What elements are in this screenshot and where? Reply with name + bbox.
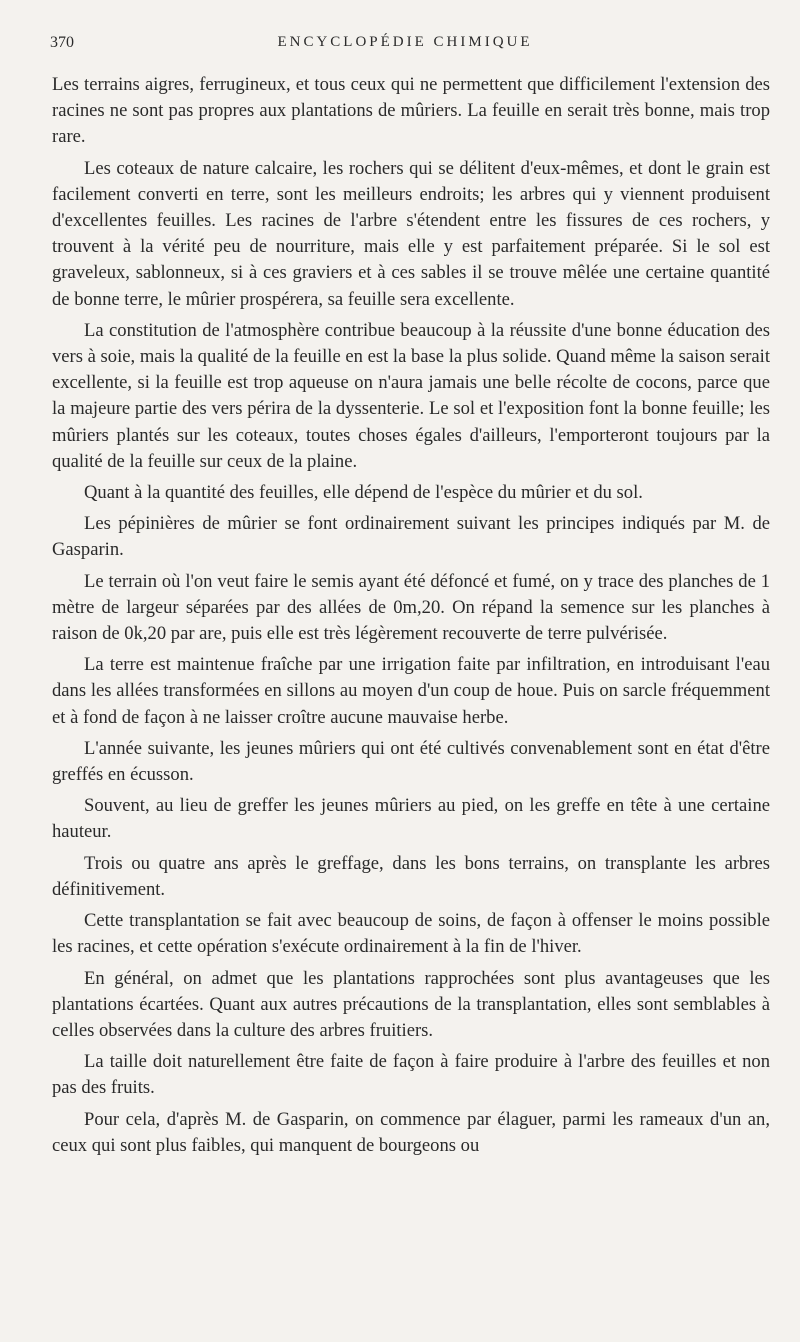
running-title: ENCYCLOPÉDIE CHIMIQUE — [277, 34, 533, 50]
page-header — [50, 34, 760, 58]
paragraph: Les terrains aigres, ferrugineux, et tous ceux qui ne permettent que difficilement l'extension des racines ne sont pas propres aux plantations de mûriers. La feuille en serait très bonne, mais trop rare. — [52, 74, 770, 148]
paragraph: La constitution de l'atmosphère contribue beaucoup à la réussite d'une bonne éducation des vers à soie, mais la qualité de la feuille en est la base la plus solide. Quand même la saison serait excellente, si la feuille est trop aqueuse on n'aura jamais une belle récolte de cocons, parce que la majeure partie des vers périra de la dyssenterie. Le sol et l'exposition font la bonne feuille; les mûriers plantés sur les coteaux, toutes choses égales d'ailleurs, l'emporteront toujours par la qualité de la feuille sur ceux de la plaine. — [52, 319, 770, 472]
body-text — [52, 72, 770, 1164]
paragraph: La terre est maintenue fraîche par une irrigation faite par infiltration, en introduisant l'eau dans les allées transformées en sillons au moyen d'un coup de houe. Puis on sarcle fréquemment et à fond de façon à ne laisser croître aucune mauvaise herbe. — [52, 654, 770, 728]
paragraph: Trois ou quatre ans après le greffage, dans les bons terrains, on transplante les arbres définitivement. — [52, 852, 770, 900]
paragraph: Souvent, au lieu de greffer les jeunes mûriers au pied, on les greffe en tête à une certaine hauteur. — [52, 795, 770, 843]
paragraph: Le terrain où l'on veut faire le semis ayant été défoncé et fumé, on y trace des planches de 1 mètre de largeur séparées par des allées de 0m,20. On répand la semence sur les planches à raison de 0k,20 par are, puis elle est très légèrement recouverte de terre pulvérisée. — [52, 570, 770, 645]
paragraph: La taille doit naturellement être faite de façon à faire produire à l'arbre des feuilles et non pas des fruits. — [52, 1051, 770, 1099]
paragraph: Cette transplantation se fait avec beaucoup de soins, de façon à offenser le moins possible les racines, et cette opération s'exécute ordinairement à la fin de l'hiver. — [52, 910, 770, 958]
page-number: 370 — [50, 34, 74, 51]
paragraph: L'année suivante, les jeunes mûriers qui ont été cultivés convenablement sont en état d'être greffés en écusson. — [52, 737, 770, 786]
paragraph: Quant à la quantité des feuilles, elle dépend de l'espèce du mûrier et du sol. — [84, 482, 643, 504]
paragraph: Pour cela, d'après M. de Gasparin, on commence par élaguer, parmi les rameaux d'un an, ceux qui sont plus faibles, qui manquent de bourgeons ou — [52, 1108, 770, 1156]
paragraph: Les coteaux de nature calcaire, les rochers qui se délitent d'eux-mêmes, et dont le grain est facilement converti en terre, sont les meilleurs endroits; les arbres qui y viennent produisent d'excellentes feuilles. Les racines de l'arbre s'étendent entre les fissures de ces rochers, y trouvent à la vérité peu de nourriture, mais elle y est parfaitement préparée. Si le sol est graveleux, sablonneux, si à ces graviers et à ces sables il se trouve mêlée une certaine quantité de bonne terre, le mûrier prospérera, sa feuille sera excellente. — [52, 157, 770, 310]
paragraph: En général, on admet que les plantations rapprochées sont plus avantageuses que les plantations écartées. Quant aux autres précautions de la transplantation, elles sont semblables à celles observées dans la culture des arbres fruitiers. — [52, 967, 770, 1041]
paragraph: Les pépinières de mûrier se font ordinairement suivant les principes indiqués par M. de Gasparin. — [52, 513, 770, 561]
